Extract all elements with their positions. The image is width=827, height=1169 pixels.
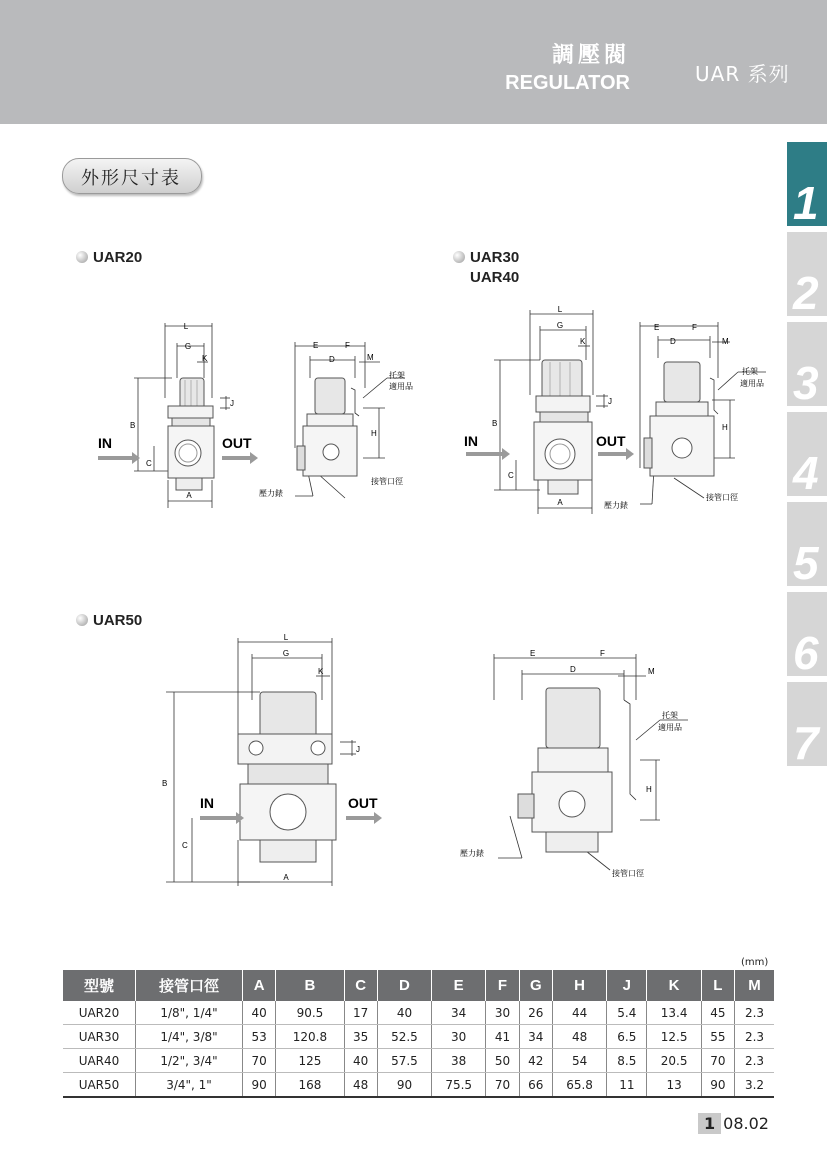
- bullet-icon: [453, 251, 465, 263]
- dim-B-label: B: [130, 421, 136, 430]
- svg-text:J: J: [608, 397, 612, 406]
- chapter-tab-6[interactable]: 6: [787, 592, 827, 676]
- section-title-pill: [62, 158, 202, 194]
- chapter-number: 1: [698, 1113, 721, 1134]
- bracket-label-2: 適用品: [389, 382, 413, 391]
- model-label-uar50: UAR50: [76, 612, 142, 629]
- svg-text:托架: 托架: [742, 367, 758, 376]
- col-G: G: [519, 970, 552, 1001]
- chapter-tab-1[interactable]: 1: [787, 142, 827, 226]
- svg-text:L: L: [557, 305, 563, 314]
- svg-text:OUT: OUT: [596, 433, 626, 449]
- page-header: [0, 0, 827, 124]
- uar50-front-drawing: [160, 630, 390, 890]
- svg-text:J: J: [356, 745, 360, 754]
- svg-text:B: B: [492, 419, 498, 428]
- bracket-label-1: 托架: [389, 371, 405, 380]
- uar30-side-drawing: [600, 318, 780, 518]
- svg-text:A: A: [557, 498, 563, 507]
- svg-text:C: C: [182, 841, 188, 850]
- col-J: J: [607, 970, 647, 1001]
- model-label-uar30: UAR30: [453, 249, 519, 266]
- svg-text:E: E: [313, 341, 319, 350]
- svg-text:L: L: [283, 633, 289, 642]
- svg-text:M: M: [648, 667, 655, 676]
- page-number-value: 08.02: [723, 1114, 769, 1133]
- col-D: D: [377, 970, 431, 1001]
- svg-text:H: H: [646, 785, 652, 794]
- svg-text:IN: IN: [464, 433, 478, 449]
- svg-text:D: D: [329, 355, 335, 364]
- uar50-side-drawing: [450, 640, 700, 890]
- dimension-table: [63, 970, 774, 1098]
- svg-text:E: E: [654, 323, 660, 332]
- svg-text:M: M: [367, 353, 374, 362]
- svg-text:OUT: OUT: [348, 795, 378, 811]
- col-L: L: [701, 970, 734, 1001]
- dim-J-label: J: [230, 399, 234, 408]
- chapter-tab-5[interactable]: 5: [787, 502, 827, 586]
- svg-text:A: A: [283, 873, 289, 882]
- header-title-cn: 調壓閥: [551, 43, 630, 68]
- svg-text:F: F: [600, 649, 605, 658]
- page-number: [698, 1113, 769, 1134]
- svg-text:K: K: [318, 667, 324, 676]
- chapter-tab-4[interactable]: 4: [787, 412, 827, 496]
- svg-text:接管口徑: 接管口徑: [706, 493, 738, 502]
- svg-text:D: D: [670, 337, 676, 346]
- svg-text:壓力錶: 壓力錶: [460, 849, 484, 858]
- section-title: 外形尺寸表: [81, 168, 181, 189]
- svg-text:H: H: [371, 429, 377, 438]
- dim-L-label: L: [183, 322, 189, 331]
- svg-text:F: F: [692, 323, 697, 332]
- col-C: C: [344, 970, 377, 1001]
- bullet-icon: [76, 251, 88, 263]
- bullet-icon: [76, 614, 88, 626]
- chapter-tab-2[interactable]: 2: [787, 232, 827, 316]
- col-B: B: [276, 970, 344, 1001]
- col-K: K: [647, 970, 701, 1001]
- svg-text:C: C: [508, 471, 514, 480]
- model-label-uar20: UAR20: [76, 249, 142, 266]
- model-label-uar40: UAR40: [470, 269, 520, 286]
- svg-text:G: G: [282, 649, 290, 658]
- chapter-tab-3[interactable]: 3: [787, 322, 827, 406]
- dim-A-label: A: [186, 491, 192, 500]
- table-unit: (mm): [741, 957, 769, 968]
- svg-text:M: M: [722, 337, 729, 346]
- port-label: 接管口徑: [371, 477, 403, 486]
- col-M: M: [735, 970, 774, 1001]
- table-row: UAR30 1/4", 3/8" 53 120.8 35 52.5 30 41 34 48 6.5 12.5 55 2.3: [63, 1025, 774, 1049]
- uar20-side-drawing: [255, 338, 420, 508]
- svg-text:F: F: [345, 341, 350, 350]
- svg-text:E: E: [530, 649, 536, 658]
- out-label: OUT: [222, 435, 252, 451]
- svg-text:D: D: [570, 665, 576, 674]
- svg-text:適用品: 適用品: [740, 379, 764, 388]
- svg-text:適用品: 適用品: [658, 723, 682, 732]
- col-H: H: [552, 970, 606, 1001]
- header-title-en: REGULATOR: [505, 72, 630, 94]
- col-E: E: [432, 970, 486, 1001]
- col-A: A: [243, 970, 276, 1001]
- dim-C-label: C: [146, 459, 152, 468]
- table-row: UAR50 3/4", 1" 90 168 48 90 75.5 70 66 65.8 11 13 90 3.2: [63, 1073, 774, 1098]
- table-header-row: [63, 970, 774, 1001]
- in-label: IN: [98, 435, 112, 451]
- svg-text:接管口徑: 接管口徑: [612, 869, 644, 878]
- col-F: F: [486, 970, 519, 1001]
- gauge-label: 壓力錶: [259, 489, 283, 498]
- table-row: UAR20 1/8", 1/4" 40 90.5 17 40 34 30 26 44 5.4 13.4 45 2.3: [63, 1001, 774, 1025]
- svg-text:IN: IN: [200, 795, 214, 811]
- svg-text:壓力錶: 壓力錶: [604, 501, 628, 510]
- svg-text:B: B: [162, 779, 168, 788]
- dim-K-label: K: [202, 354, 208, 363]
- svg-text:K: K: [580, 337, 586, 346]
- dim-G-label: G: [184, 342, 192, 351]
- uar20-front-drawing: [92, 318, 267, 518]
- svg-text:托架: 托架: [662, 711, 678, 720]
- chapter-tab-7[interactable]: 7: [787, 682, 827, 766]
- table-row: UAR40 1/2", 3/4" 70 125 40 57.5 38 50 42 54 8.5 20.5 70 2.3: [63, 1049, 774, 1073]
- col-port: 接管口徑: [136, 970, 243, 1001]
- col-model: 型號: [63, 970, 136, 1001]
- svg-text:H: H: [722, 423, 728, 432]
- header-series: UAR 系列: [695, 62, 790, 86]
- svg-text:G: G: [556, 321, 564, 330]
